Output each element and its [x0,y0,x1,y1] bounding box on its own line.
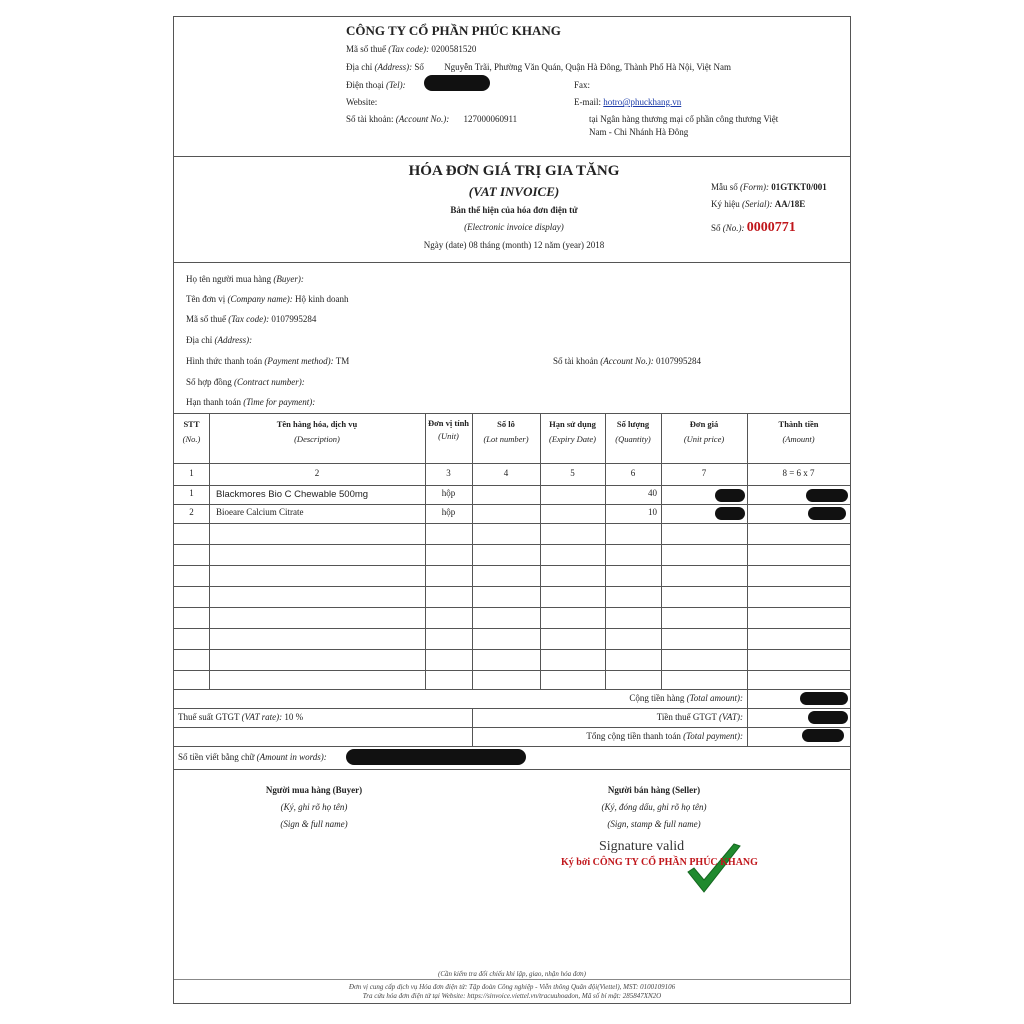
header-unit: Đơn vị tính (Unit) [427,418,470,441]
index-cell: 7 [701,468,707,478]
vat-amount-label: Tiền thuế GTGT (VAT): [656,712,743,722]
item-unit: hộp [441,507,456,517]
buyer-term-line: Hạn thanh toán (Time for payment): [186,397,316,407]
invoice-form-line: Mẫu số (Form): 01GTKT0/001 [711,182,827,192]
item-unit: hộp [441,488,456,498]
buyer-signature-line2: (Sign & full name) [280,819,348,829]
header-description: Tên hàng hóa, dịch vụ (Description) [276,419,358,444]
redacted-vat-amount [808,711,848,724]
seller-address-line: Địa chỉ (Address): Số Nguyễn Trãi, Phường Văn Quán, Quận Hà Đông, Thành Phố Hà Nội, Việt Nam [346,62,732,72]
item-name: Bioeare Calcium Citrate [216,507,304,517]
index-cell: 2 [314,468,320,478]
item-quantity: 10 [648,507,657,517]
seller-account-line: Số tài khoản: (Account No.): 127000060911 [346,114,518,124]
seller-tax-code: 0200581520 [431,44,477,54]
seller-email-line: E-mail: hotro@phuckhang.vn [574,97,682,107]
seller-website-label: Website: [346,97,378,107]
redacted-amount-in-words [346,749,526,765]
redacted-amount [806,489,848,502]
index-cell: 8 = 6 x 7 [782,468,815,478]
buyer-company-line: Tên đơn vị (Company name): Hộ kinh doanh [186,294,349,304]
index-cell: 1 [189,468,194,478]
index-cell: 3 [446,468,451,478]
invoice-date: Ngày (date) 08 tháng (month) 12 năm (year) 2018 [423,240,605,250]
index-cell: 5 [570,468,575,478]
invoice-subtitle-en: (Electronic invoice display) [464,222,564,232]
index-cell: 4 [503,468,509,478]
buyer-tax-line: Mã số thuế (Tax code): 0107995284 [186,314,317,324]
seller-bank-line1: tại Ngân hàng thương mại cổ phần công thương Việt [589,114,779,124]
invoice-title: HÓA ĐƠN GIÁ TRỊ GIA TĂNG [408,163,620,179]
seller-company: CÔNG TY CỔ PHẦN PHÚC KHANG [346,23,561,38]
header-unit-price: Đơn giá (Unit price) [683,419,725,444]
buyer-account-line: Số tài khoản (Account No.): 0107995284 [553,356,701,366]
redacted-unit-price [715,507,745,520]
footer-line1: (Cần kiểm tra đối chiếu khi lập, giao, nhận hóa đơn) [438,970,586,978]
item-stt: 2 [189,507,194,517]
invoice-number: 0000771 [746,220,796,235]
redacted-unit-price [715,489,745,502]
buyer-signature-line1: (Ký, ghi rõ họ tên) [280,802,348,812]
item-quantity: 40 [648,488,657,498]
total-amount-label: Cộng tiền hàng (Total amount): [629,693,743,703]
item-stt: 1 [189,488,194,498]
header-expiry: Hạn sử dụng (Expiry Date) [549,419,596,444]
buyer-signature-title: Người mua hàng (Buyer) [265,785,363,795]
buyer-address-line: Địa chỉ (Address): [186,335,253,345]
vat-rate-line: Thuế suất GTGT (VAT rate): 10 % [178,712,304,722]
invoice-page [173,16,851,1004]
buyer-name-line: Họ tên người mua hàng (Buyer): [186,274,304,284]
footer-line2: Đơn vị cung cấp dịch vụ Hóa đơn điện tử: Tập đoàn Công nghiệp - Viễn thông Quân đội(Viettel), MST: 0100109106 [348,983,676,991]
index-cell: 6 [630,468,636,478]
redacted-total-payment [802,729,844,742]
invoice-serial-line: Ký hiệu (Serial): AA/18E [711,199,806,209]
signature-valid-text: Signature valid [599,839,685,854]
seller-account-number: 127000060911 [463,114,518,124]
header-stt: STT (No.) [182,419,201,444]
seller-tax-line: Mã số thuế (Tax code): 0200581520 [346,44,477,54]
buyer-payment-line: Hình thức thanh toán (Payment method): TM [186,356,350,366]
seller-email-link[interactable]: hotro@phuckhang.vn [603,97,682,107]
amount-in-words-line: Số tiền viết bằng chữ (Amount in words): [178,752,327,762]
seller-bank-line2: Nam - Chi Nhánh Hà Đông [589,127,689,137]
header-amount: Thành tiền (Amount) [778,419,819,444]
invoice-subtitle: Bản thể hiện của hóa đơn điện tử [450,205,578,215]
invoice-number-line: Số (No.): 0000771 [711,220,796,235]
redacted-phone [424,75,490,91]
invoice-title-en: (VAT INVOICE) [468,184,560,199]
buyer-contract-line: Số hợp đồng (Contract number): [186,377,305,387]
header-lot: Số lô (Lot number) [483,419,529,444]
footer-line3: Tra cứu hóa đơn điện tử tại Website: https://sinvoice.viettel.vn/tracuuhoadon, Mã số bí mật: 285847XN2O [362,992,662,1000]
seller-signature-line1: (Ký, đóng dấu, ghi rõ họ tên) [601,802,707,812]
total-payment-label: Tổng cộng tiền thanh toán (Total payment): [586,731,743,741]
seller-signature-line2: (Sign, stamp & full name) [607,819,701,829]
check-icon [684,842,744,900]
seller-signature-title: Người bán hàng (Seller) [607,785,701,795]
seller-fax-label: Fax: [574,80,591,90]
item-name: Blackmores Bio C Chewable 500mg [216,489,369,500]
redacted-amount [808,507,846,520]
redacted-total-amount [800,692,848,705]
seller-tel-line: Điện thoại (Tel): [346,80,406,90]
signed-by-text: Ký bởi CÔNG TY CỔ PHẦN PHÚC KHANG [561,857,758,868]
header-quantity: Số lượng (Quantity) [615,419,651,444]
